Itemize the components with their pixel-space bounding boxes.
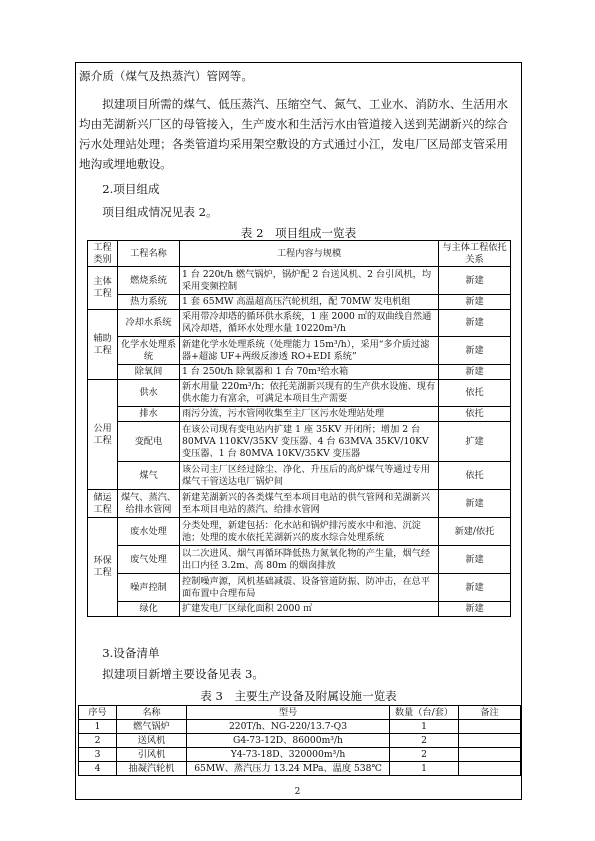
content-cell: 雨污分流，污水管网收集至主厂区污水处理站处理 (180, 407, 439, 422)
name-cell: 除氧间 (118, 365, 180, 380)
model-cell: Y4-73-18D、320000m³/h (187, 748, 390, 762)
paragraph-utilities: 拟建项目所需的煤气、低压蒸汽、压缩空气、氮气、工业水、消防水、生活用水均由芜湖新兴厂区的母管接入，生产废水和生活污水由管道接入送到芜湖新兴的综合污水处理站处理；各类管道均采用架空敷设的方式通过小江，发电厂区局部支管采用地沟或埋地敷设。 (79, 97, 508, 171)
table2-caption: 表 2 项目组成一览表 (240, 226, 357, 240)
model-cell: G4-73-12D、86000m³/h (187, 734, 390, 748)
header-remark: 备注 (459, 706, 521, 720)
relation-cell: 新建 (439, 546, 511, 574)
content-cell: 新建芜湖新兴的各类煤气至本项目电站的供气管网和芜湖新兴至本项目电站的蒸汽、给排水管网 (180, 490, 439, 518)
name-cell: 绿化 (118, 602, 180, 617)
content-cell: 分类处理，新建包括：化水站和锅炉排污废水中和池、沉淀池；处理的废水依托芜湖新兴的废水综合处理系统 (180, 518, 439, 546)
table-header-row (88, 241, 511, 267)
page-number: 2 (294, 787, 301, 797)
table-row (79, 734, 521, 748)
content-cell: 扩建发电厂区绿化面积 2000 ㎡ (180, 602, 439, 617)
header-model: 型号 (187, 706, 390, 720)
intro-line: 源介质（煤气及热蒸汽）管网等。 (79, 69, 253, 83)
remark-cell (459, 720, 521, 734)
table-row (79, 748, 521, 762)
content-cell: 1 台 250t/h 除氧器和 1 台 70m³给水箱 (180, 365, 439, 380)
name-cell: 化学水处理系统 (118, 337, 180, 365)
relation-cell: 新建 (439, 602, 511, 617)
table-row (88, 462, 511, 490)
relation-cell: 新建 (439, 295, 511, 310)
model-cell: 65MW、蒸汽压力 13.24 MPa、温度 538℃ (187, 762, 390, 776)
qty-cell: 2 (390, 734, 459, 748)
heading-project-composition: 2.项目组成 (102, 182, 160, 196)
equipment-table (78, 705, 521, 776)
name-cell: 废水处理 (118, 518, 180, 546)
paragraph-table2-ref: 项目组成情况见表 2。 (102, 205, 218, 219)
content-cell: 该公司主厂区经过除尘、净化、升压后的高炉煤气等通过专用煤气干管送达电厂锅炉间 (180, 462, 439, 490)
category-cell: 储运工程 (88, 490, 118, 518)
relation-cell: 扩建 (439, 422, 511, 462)
table-row (88, 310, 511, 337)
relation-cell: 依托 (439, 462, 511, 490)
table-row (88, 267, 511, 295)
no-cell: 4 (79, 762, 117, 776)
table-row (88, 380, 511, 407)
name-cell: 燃烧系统 (118, 267, 180, 295)
heading-equipment-list: 3.设备清单 (102, 646, 160, 660)
table-row (88, 365, 511, 380)
header-name: 名称 (117, 706, 187, 720)
table-row (88, 490, 511, 518)
relation-cell: 新建 (439, 574, 511, 602)
qty-cell: 1 (390, 720, 459, 734)
no-cell: 3 (79, 748, 117, 762)
name-cell: 燃气锅炉 (117, 720, 187, 734)
content-cell: 1 台 220t/h 燃气锅炉，锅炉配 2 台送风机、2 台引风机，均采用变频控制 (180, 267, 439, 295)
relation-cell: 依托 (439, 407, 511, 422)
paragraph-table3-ref: 拟建项目新增主要设备见表 3。 (102, 667, 264, 681)
header-name: 工程名称 (118, 241, 180, 267)
table-row (88, 295, 511, 310)
relation-cell: 依托 (439, 380, 511, 407)
relation-cell: 新建 (439, 267, 511, 295)
content-cell: 1 套 65MW 高温超高压汽轮机组，配 70MW 发电机组 (180, 295, 439, 310)
model-cell: 220T/h、NG-220/13.7-Q3 (187, 720, 390, 734)
table-row (88, 518, 511, 546)
table-row (88, 602, 511, 617)
name-cell: 煤气 (118, 462, 180, 490)
content-cell: 新水用量 220m³/h；依托芜湖新兴现有的生产供水设施、现有供水能力有富余，可满足本项目生产需要 (180, 380, 439, 407)
table-row (79, 762, 521, 776)
remark-cell (459, 762, 521, 776)
name-cell: 送风机 (117, 734, 187, 748)
header-category: 工程类别 (88, 241, 118, 267)
table-row (88, 337, 511, 365)
no-cell: 1 (79, 720, 117, 734)
table-row (88, 574, 511, 602)
table-row (79, 720, 521, 734)
name-cell: 变配电 (118, 422, 180, 462)
content-cell: 控制噪声源，风机基础减震、设备管道防振、防冲击，在总平面布置中合理布局 (180, 574, 439, 602)
relation-cell: 新建 (439, 310, 511, 337)
table-header-row (79, 706, 521, 720)
name-cell: 排水 (118, 407, 180, 422)
relation-cell: 新建/依托 (439, 518, 511, 546)
header-content: 工程内容与规模 (180, 241, 439, 267)
content-cell: 在该公司现有变电站内扩建 1 座 35KV 开闭所；增加 2 台 80MVA 110KV/35KV 变压器、4 台 63MVA 35KV/10KV 变压器、1 台 80MVA 10KV/35KV 变压器 (180, 422, 439, 462)
relation-cell: 新建 (439, 337, 511, 365)
table-row (88, 407, 511, 422)
name-cell: 噪声控制 (118, 574, 180, 602)
category-cell: 主体工程 (88, 267, 118, 310)
header-qty: 数量（台/套） (390, 706, 459, 720)
category-cell: 环保工程 (88, 518, 118, 617)
qty-cell: 1 (390, 762, 459, 776)
header-no: 序号 (79, 706, 117, 720)
name-cell: 抽凝汽轮机 (117, 762, 187, 776)
name-cell: 冷却水系统 (118, 310, 180, 337)
table-row (88, 546, 511, 574)
content-cell: 采用带冷却塔的循环供水系统，1 座 2000 ㎡的双曲线自然通风冷却塔，循环水处理水量 10220m³/h (180, 310, 439, 337)
no-cell: 2 (79, 734, 117, 748)
project-composition-table (87, 240, 511, 617)
content-cell: 新建化学水处理系统（处理能力 15m³/h），采用“多介质过滤器+超滤 UF+两级反渗透 RO+EDI 系统” (180, 337, 439, 365)
name-cell: 供水 (118, 380, 180, 407)
name-cell: 煤气、蒸汽、给排水管网 (118, 490, 180, 518)
relation-cell: 新建 (439, 365, 511, 380)
category-cell: 公用工程 (88, 380, 118, 490)
table3-caption: 表 3 主要生产设备及附属设施一览表 (200, 689, 397, 703)
header-relation: 与主体工程依托关系 (439, 241, 511, 267)
relation-cell: 新建 (439, 490, 511, 518)
table-row (88, 422, 511, 462)
category-cell: 辅助工程 (88, 310, 118, 380)
content-cell: 以二次进风、烟气再循环降低热力氮氧化物的产生量，烟气经出口内径 3.2m、高 80m 的烟囱排放 (180, 546, 439, 574)
name-cell: 废气处理 (118, 546, 180, 574)
qty-cell: 2 (390, 748, 459, 762)
remark-cell (459, 734, 521, 748)
name-cell: 引风机 (117, 748, 187, 762)
name-cell: 热力系统 (118, 295, 180, 310)
remark-cell (459, 748, 521, 762)
